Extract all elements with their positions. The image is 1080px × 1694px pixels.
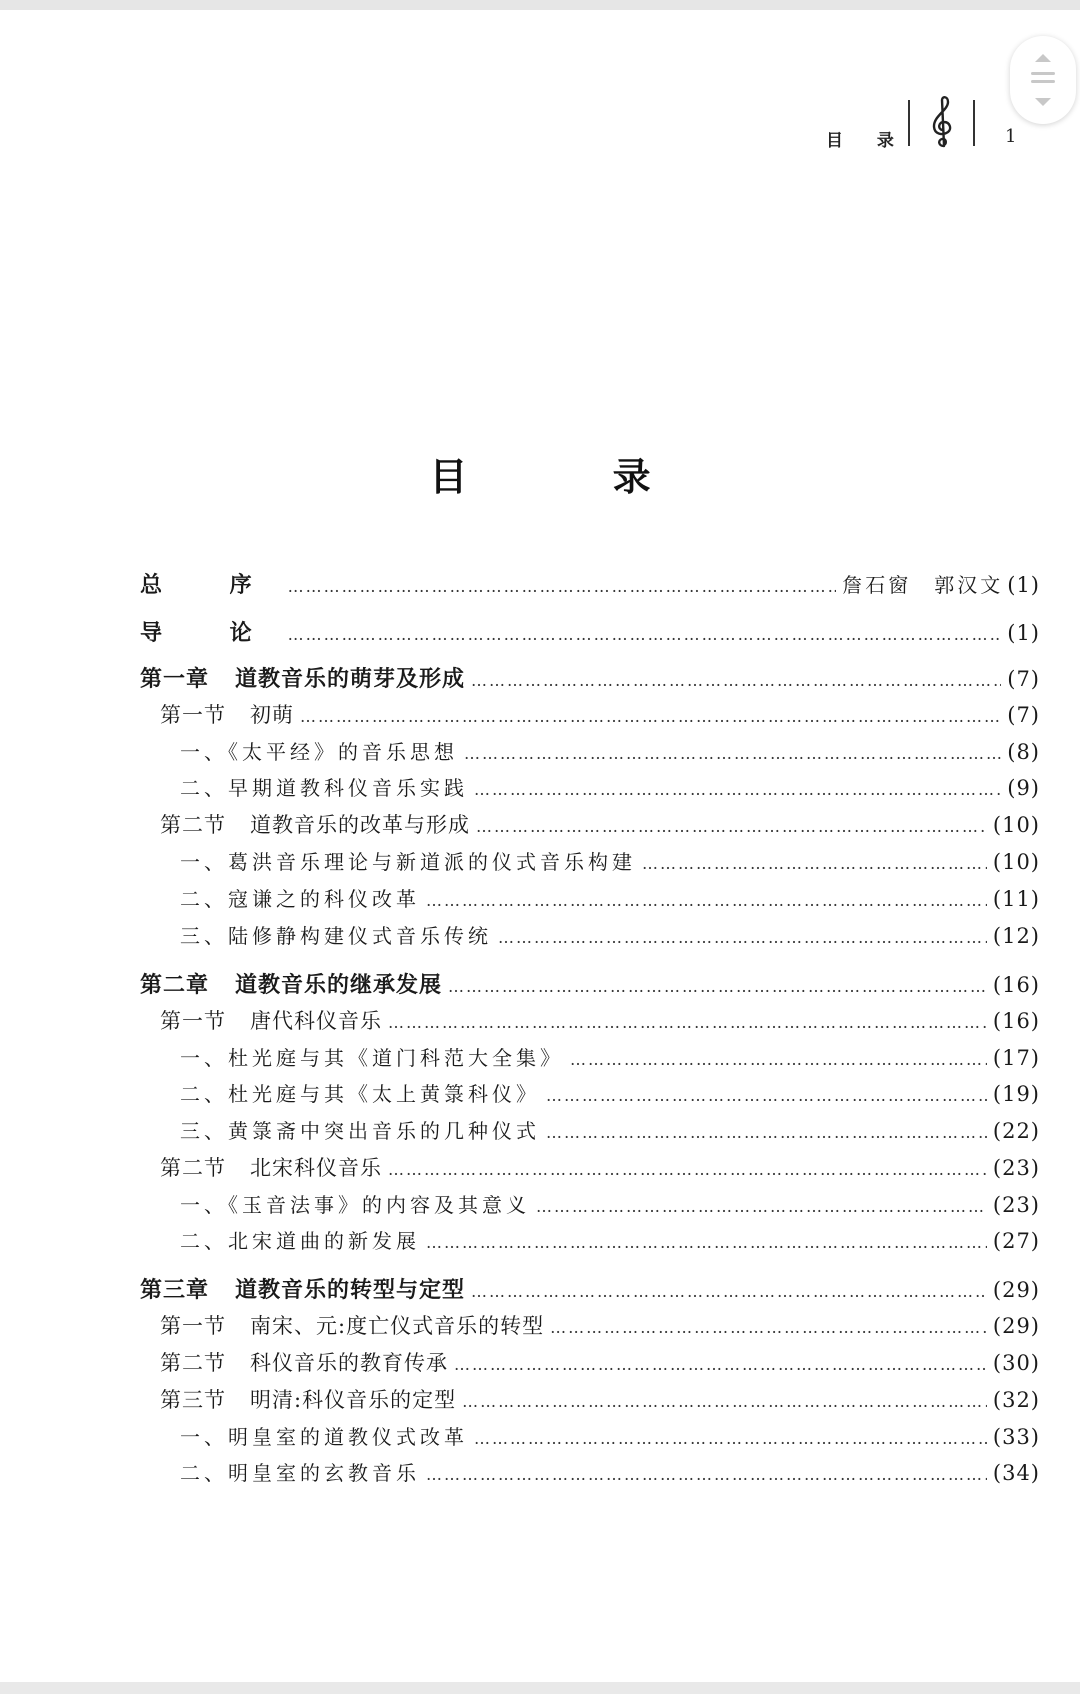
toc-entry-text: 道教音乐的改革与形成: [250, 813, 470, 837]
handle-line-icon: [1031, 72, 1055, 75]
toc-entry[interactable]: [180, 1421, 1040, 1455]
toc-entry-text: 一、《玉音法事》的内容及其意义: [180, 1193, 530, 1217]
toc-entry-page: (12): [992, 924, 1040, 948]
toc-entry[interactable]: [180, 846, 1040, 880]
toc-entry-page: (16): [992, 1009, 1040, 1033]
toc-entry-title: [140, 1273, 465, 1304]
dot-leader: [476, 817, 987, 836]
dot-leader: [546, 1086, 987, 1105]
toc-entry-text: 二、杜光庭与其《太上黄箓科仪》: [180, 1082, 540, 1106]
toc-entry[interactable]: [180, 772, 1040, 806]
toc-entry-page: (23): [992, 1156, 1040, 1180]
dot-leader: [426, 891, 987, 910]
toc-entry-number: 第二节: [160, 1351, 226, 1375]
treble-clef-icon: [920, 96, 966, 150]
toc-entry-title: [180, 736, 458, 765]
toc-entry-text: 南宋、元:度亡仪式音乐的转型: [250, 1314, 545, 1338]
toc-entry[interactable]: [140, 1273, 1040, 1307]
toc-entry-text: 道教音乐的转型与定型: [235, 1278, 466, 1303]
toc-entry-title: [160, 809, 470, 839]
toc-entry-page: (29): [992, 1278, 1040, 1302]
toc-entry[interactable]: [140, 968, 1040, 1002]
toc-entry-page: (1): [1007, 621, 1040, 645]
toc-entry-title: [160, 1310, 544, 1340]
toc-entry-title: [140, 616, 282, 647]
toc-entry-number: 第二节: [160, 1156, 226, 1180]
toc-entry-text: 一、《太平经》的音乐思想: [180, 740, 458, 764]
dot-leader: [464, 744, 1001, 763]
dot-leader: [454, 1355, 987, 1374]
toc-entry-title: [140, 662, 465, 693]
arrow-down-icon: [1035, 98, 1051, 106]
toc-entry-number: 第二章: [140, 973, 210, 998]
toc-entry-page: (1): [1007, 573, 1040, 597]
toc-entry-title: [160, 1384, 456, 1414]
toc-entry-page: (11): [992, 887, 1040, 911]
header-divider: [973, 100, 975, 146]
running-header-label: 目 录: [826, 131, 908, 151]
toc-entry-page: (23): [992, 1193, 1040, 1217]
toc-entry-text: 道教音乐的萌芽及形成: [235, 667, 466, 692]
toc-entry[interactable]: [180, 1457, 1040, 1491]
page-title: 目 录: [429, 455, 717, 499]
page-number: 1: [1005, 126, 1017, 147]
toc-entry-text: 导 论: [140, 621, 282, 646]
toc-entry[interactable]: [180, 1189, 1040, 1223]
running-header: [820, 92, 1020, 152]
toc-entry-page: (19): [992, 1082, 1040, 1106]
toc-entry-text: 一、杜光庭与其《道门科范大全集》: [180, 1046, 564, 1070]
toc-entry[interactable]: [140, 568, 1040, 602]
toc-entry-number: 第一章: [140, 667, 210, 692]
toc-entry-text: 一、葛洪音乐理论与新道派的仪式音乐构建: [180, 850, 636, 874]
dot-leader: [448, 977, 987, 996]
dot-leader: [471, 1282, 987, 1301]
toc-entry[interactable]: [140, 662, 1040, 696]
toc-entry[interactable]: [180, 1042, 1040, 1076]
toc-entry-title: [140, 568, 282, 599]
toc-entry-title: [160, 699, 294, 729]
top-status-strip: [0, 0, 1080, 10]
toc-entry-page: (7): [1007, 667, 1040, 691]
toc-entry-text: 二、北宋道曲的新发展: [180, 1229, 420, 1253]
toc-entry-text: 总 序: [140, 573, 282, 598]
toc-entry-number: 第二节: [160, 813, 226, 837]
toc-entry-page: (30): [992, 1351, 1040, 1375]
toc-entry[interactable]: [160, 1310, 1040, 1344]
dot-leader: [471, 671, 1001, 690]
toc-entry-title: [180, 1115, 540, 1144]
toc-entry[interactable]: [140, 616, 1040, 650]
toc-entry-title: [180, 1225, 420, 1254]
toc-entry[interactable]: [180, 883, 1040, 917]
dot-leader: [498, 928, 987, 947]
toc-entry-title: [180, 1189, 530, 1218]
dot-leader: [550, 1318, 987, 1337]
dot-leader: [288, 625, 1002, 644]
toc-entry[interactable]: [180, 1225, 1040, 1259]
arrow-up-icon: [1035, 54, 1051, 62]
toc-entry[interactable]: [180, 736, 1040, 770]
toc-entry-author: 詹石窗 郭汉文: [842, 573, 1004, 597]
dot-leader: [426, 1233, 987, 1252]
toc-entry-page: (33): [992, 1425, 1040, 1449]
toc-entry-page: (27): [992, 1229, 1040, 1253]
dot-leader: [570, 1050, 987, 1069]
toc-entry-text: 初萌: [250, 703, 294, 727]
dot-leader: [462, 1392, 987, 1411]
toc-entry-title: [180, 920, 492, 949]
toc-entry-page: (10): [992, 813, 1040, 837]
toc-entry-title: [180, 883, 420, 912]
toc-entry-text: 道教音乐的继承发展: [235, 973, 443, 998]
toc-entry-page: (16): [992, 973, 1040, 997]
toc-entry[interactable]: [180, 1115, 1040, 1149]
toc-entry-page: (10): [992, 850, 1040, 874]
toc-entry-page: (29): [992, 1314, 1040, 1338]
toc-entry-text: 科仪音乐的教育传承: [250, 1351, 448, 1375]
toc-entry-title: [180, 1078, 540, 1107]
dot-leader: [474, 780, 1001, 799]
toc-entry[interactable]: [160, 1152, 1040, 1186]
dot-leader: [536, 1197, 987, 1216]
dot-leader: [388, 1013, 987, 1032]
toc-entry-number: 第三节: [160, 1388, 226, 1412]
toc-entry-text: 唐代科仪音乐: [250, 1009, 382, 1033]
toc-entry-page: (9): [1007, 776, 1040, 800]
dot-leader: [642, 854, 987, 873]
toc-entry-text: 二、早期道教科仪音乐实践: [180, 776, 468, 800]
toc-entry-page: (22): [992, 1119, 1040, 1143]
toc-entry-title: [180, 1042, 564, 1071]
bottom-status-strip: [0, 1682, 1080, 1694]
toc-entry[interactable]: [160, 699, 1040, 733]
toc-entry-text: 三、黄箓斋中突出音乐的几种仪式: [180, 1119, 540, 1143]
toc-entry-number: 第一节: [160, 1009, 226, 1033]
toc-entry-title: [180, 772, 468, 801]
dot-leader: [300, 707, 1001, 726]
toc-entry-title: [160, 1347, 448, 1377]
handle-line-icon: [1031, 80, 1055, 83]
toc-entry-text: 二、明皇室的玄教音乐: [180, 1461, 420, 1485]
toc-entry[interactable]: [160, 1005, 1040, 1039]
dot-leader: [288, 577, 837, 596]
toc-entry-page: (8): [1007, 740, 1040, 764]
dot-leader: [546, 1123, 987, 1142]
toc-entry-title: [180, 846, 636, 875]
toc-entry[interactable]: [180, 1078, 1040, 1112]
toc-entry-text: 明清:科仪音乐的定型: [250, 1388, 457, 1412]
toc-entry-text: 三、陆修静构建仪式音乐传统: [180, 924, 492, 948]
toc-entry-number: 第一节: [160, 1314, 226, 1338]
header-divider: [908, 100, 910, 146]
toc-entry-number: 第三章: [140, 1278, 210, 1303]
toc-entry-number: 第一节: [160, 703, 226, 727]
toc-entry[interactable]: [160, 1347, 1040, 1381]
toc-entry-title: [160, 1152, 382, 1182]
toc-entry[interactable]: [180, 920, 1040, 954]
scroll-handle[interactable]: [1010, 36, 1076, 124]
toc-entry-page: (7): [1007, 703, 1040, 727]
toc-entry-page: (34): [992, 1461, 1040, 1485]
toc-entry-text: 二、寇谦之的科仪改革: [180, 887, 420, 911]
dot-leader: [388, 1160, 987, 1179]
toc-entry-title: [140, 968, 442, 999]
toc-entry-title: [180, 1457, 420, 1486]
toc-entry-page: (17): [992, 1046, 1040, 1070]
toc-entry-text: 北宋科仪音乐: [250, 1156, 382, 1180]
toc-entry[interactable]: [160, 809, 1040, 843]
toc-entry-text: 一、明皇室的道教仪式改革: [180, 1425, 468, 1449]
toc-entry-title: [180, 1421, 468, 1450]
dot-leader: [426, 1465, 987, 1484]
toc-entry[interactable]: [160, 1384, 1040, 1418]
toc-entry-title: [160, 1005, 382, 1035]
book-page: [0, 10, 1080, 1682]
dot-leader: [474, 1429, 987, 1448]
toc-entry-page: (32): [992, 1388, 1040, 1412]
